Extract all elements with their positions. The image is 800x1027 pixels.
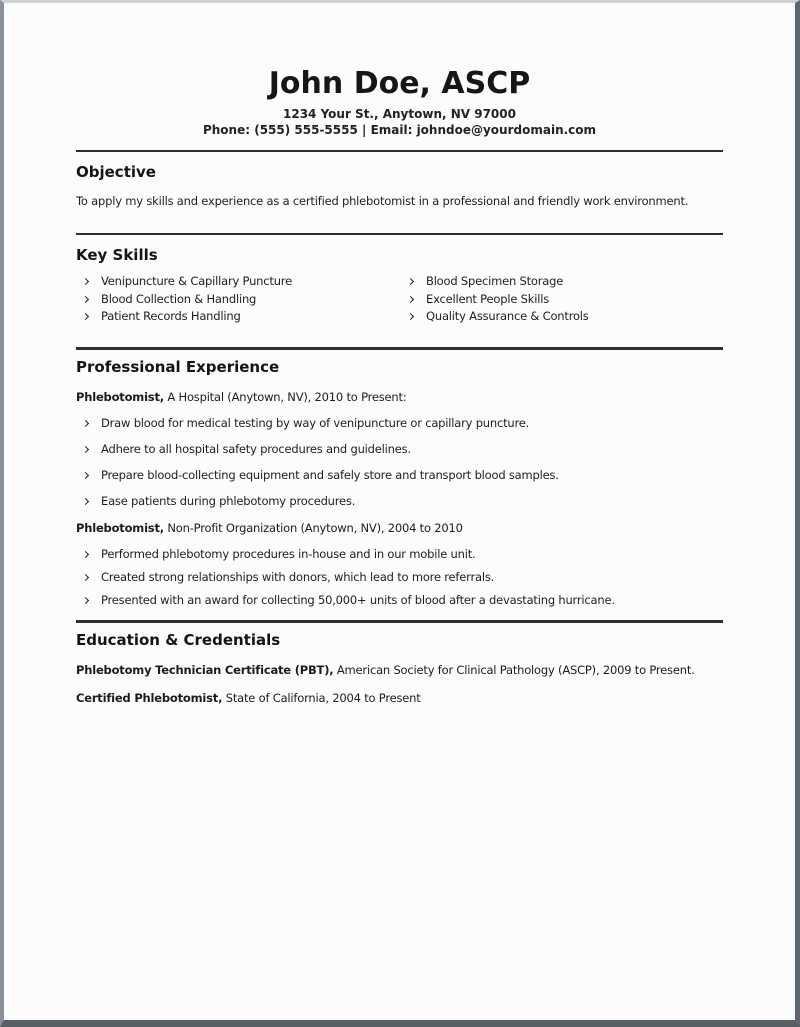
list-item [76,416,723,431]
candidate-name: John Doe, ASCP [268,66,531,101]
arrowhead-right-icon [82,596,89,603]
credential-line [76,663,723,678]
skill-label: Quality Assurance & Controls [426,309,589,323]
arrowhead-right-icon [82,550,89,557]
section-divider [76,620,723,623]
bullet-text: Created strong relationships with donors, which lead to more referrals. [101,569,495,584]
objective-heading: Objective [76,163,156,181]
list-item [76,570,723,585]
job-details: A Hospital (Anytown, NV), 2010 to Present: [163,389,407,404]
list-item [76,494,723,509]
resume-header [76,3,723,138]
skill-item [76,308,401,326]
job-title-line [76,521,723,535]
skill-label: Excellent People Skills [426,291,549,306]
list-item [76,593,723,608]
arrowhead-right-icon [82,445,89,452]
list-item [76,442,723,457]
objective-text: To apply my skills and experience as a certified phlebotomist in a professional and friendly work environment. [76,194,689,208]
arrowhead-right-icon [82,296,89,303]
job-role: Phlebotomist, [76,389,164,404]
section-key-skills [76,246,723,326]
skills-column-right [401,273,723,326]
skill-item [401,308,723,326]
education-heading: Education & Credentials [76,630,281,649]
address-line: 1234 Your St., Anytown, NV 97000 [283,107,516,121]
arrowhead-right-icon [82,497,89,504]
job-entry [76,521,723,608]
section-divider [76,233,723,235]
arrowhead-right-icon [407,278,414,285]
skill-label: Venipuncture & Capillary Puncture [101,274,292,288]
skills-column-left [76,273,401,326]
section-divider [76,347,723,350]
credential-name: Phlebotomy Technician Certificate (PBT), [76,662,334,677]
credential-line [76,691,723,706]
arrowhead-right-icon [82,313,89,320]
credential-name: Certified Phlebotomist, [76,690,223,705]
arrowhead-right-icon [82,278,89,285]
skill-item [76,273,401,291]
experience-heading: Professional Experience [76,357,280,376]
skills-grid [76,273,723,326]
arrowhead-right-icon [82,471,89,478]
credential-details: American Society for Clinical Pathology (ASCP), 2009 to Present. [333,662,695,677]
job-details: Non-Profit Organization (Anytown, NV), 2004 to 2010 [163,520,463,535]
key-skills-heading: Key Skills [76,246,158,264]
skill-item [401,291,723,309]
arrowhead-right-icon [82,573,89,580]
bullet-text: Adhere to all hospital safety procedures and guidelines. [101,441,411,456]
skill-label: Blood Specimen Storage [426,274,564,288]
bullet-text: Ease patients during phlebotomy procedures. [101,493,356,508]
section-education-credentials [76,631,723,706]
list-item [76,547,723,562]
job-bullet-list [76,547,723,608]
skill-label: Blood Collection & Handling [101,291,257,306]
arrowhead-right-icon [82,419,89,426]
section-professional-experience [76,358,723,608]
bullet-text: Presented with an award for collecting 50,000+ units of blood after a devastating hurricane. [101,592,615,607]
list-item [76,468,723,483]
bullet-text: Draw blood for medical testing by way of venipuncture or capillary puncture. [101,415,530,430]
job-title-line [76,390,723,404]
skill-item [401,273,723,291]
contact-line: Phone: (555) 555-5555 | Email: johndoe@yourdomain.com [202,123,597,137]
skill-item [76,291,401,309]
job-role: Phlebotomist, [76,520,164,535]
job-entry [76,390,723,509]
section-objective [76,163,723,209]
job-bullet-list [76,416,723,509]
arrowhead-right-icon [407,313,414,320]
bullet-text: Prepare blood-collecting equipment and safely store and transport blood samples. [101,467,559,482]
section-divider [76,150,723,152]
arrowhead-right-icon [407,296,414,303]
credential-details: State of California, 2004 to Present [222,690,421,705]
bullet-text: Performed phlebotomy procedures in-house and in our mobile unit. [101,546,476,561]
resume-content [4,3,795,706]
skill-label: Patient Records Handling [101,309,241,323]
